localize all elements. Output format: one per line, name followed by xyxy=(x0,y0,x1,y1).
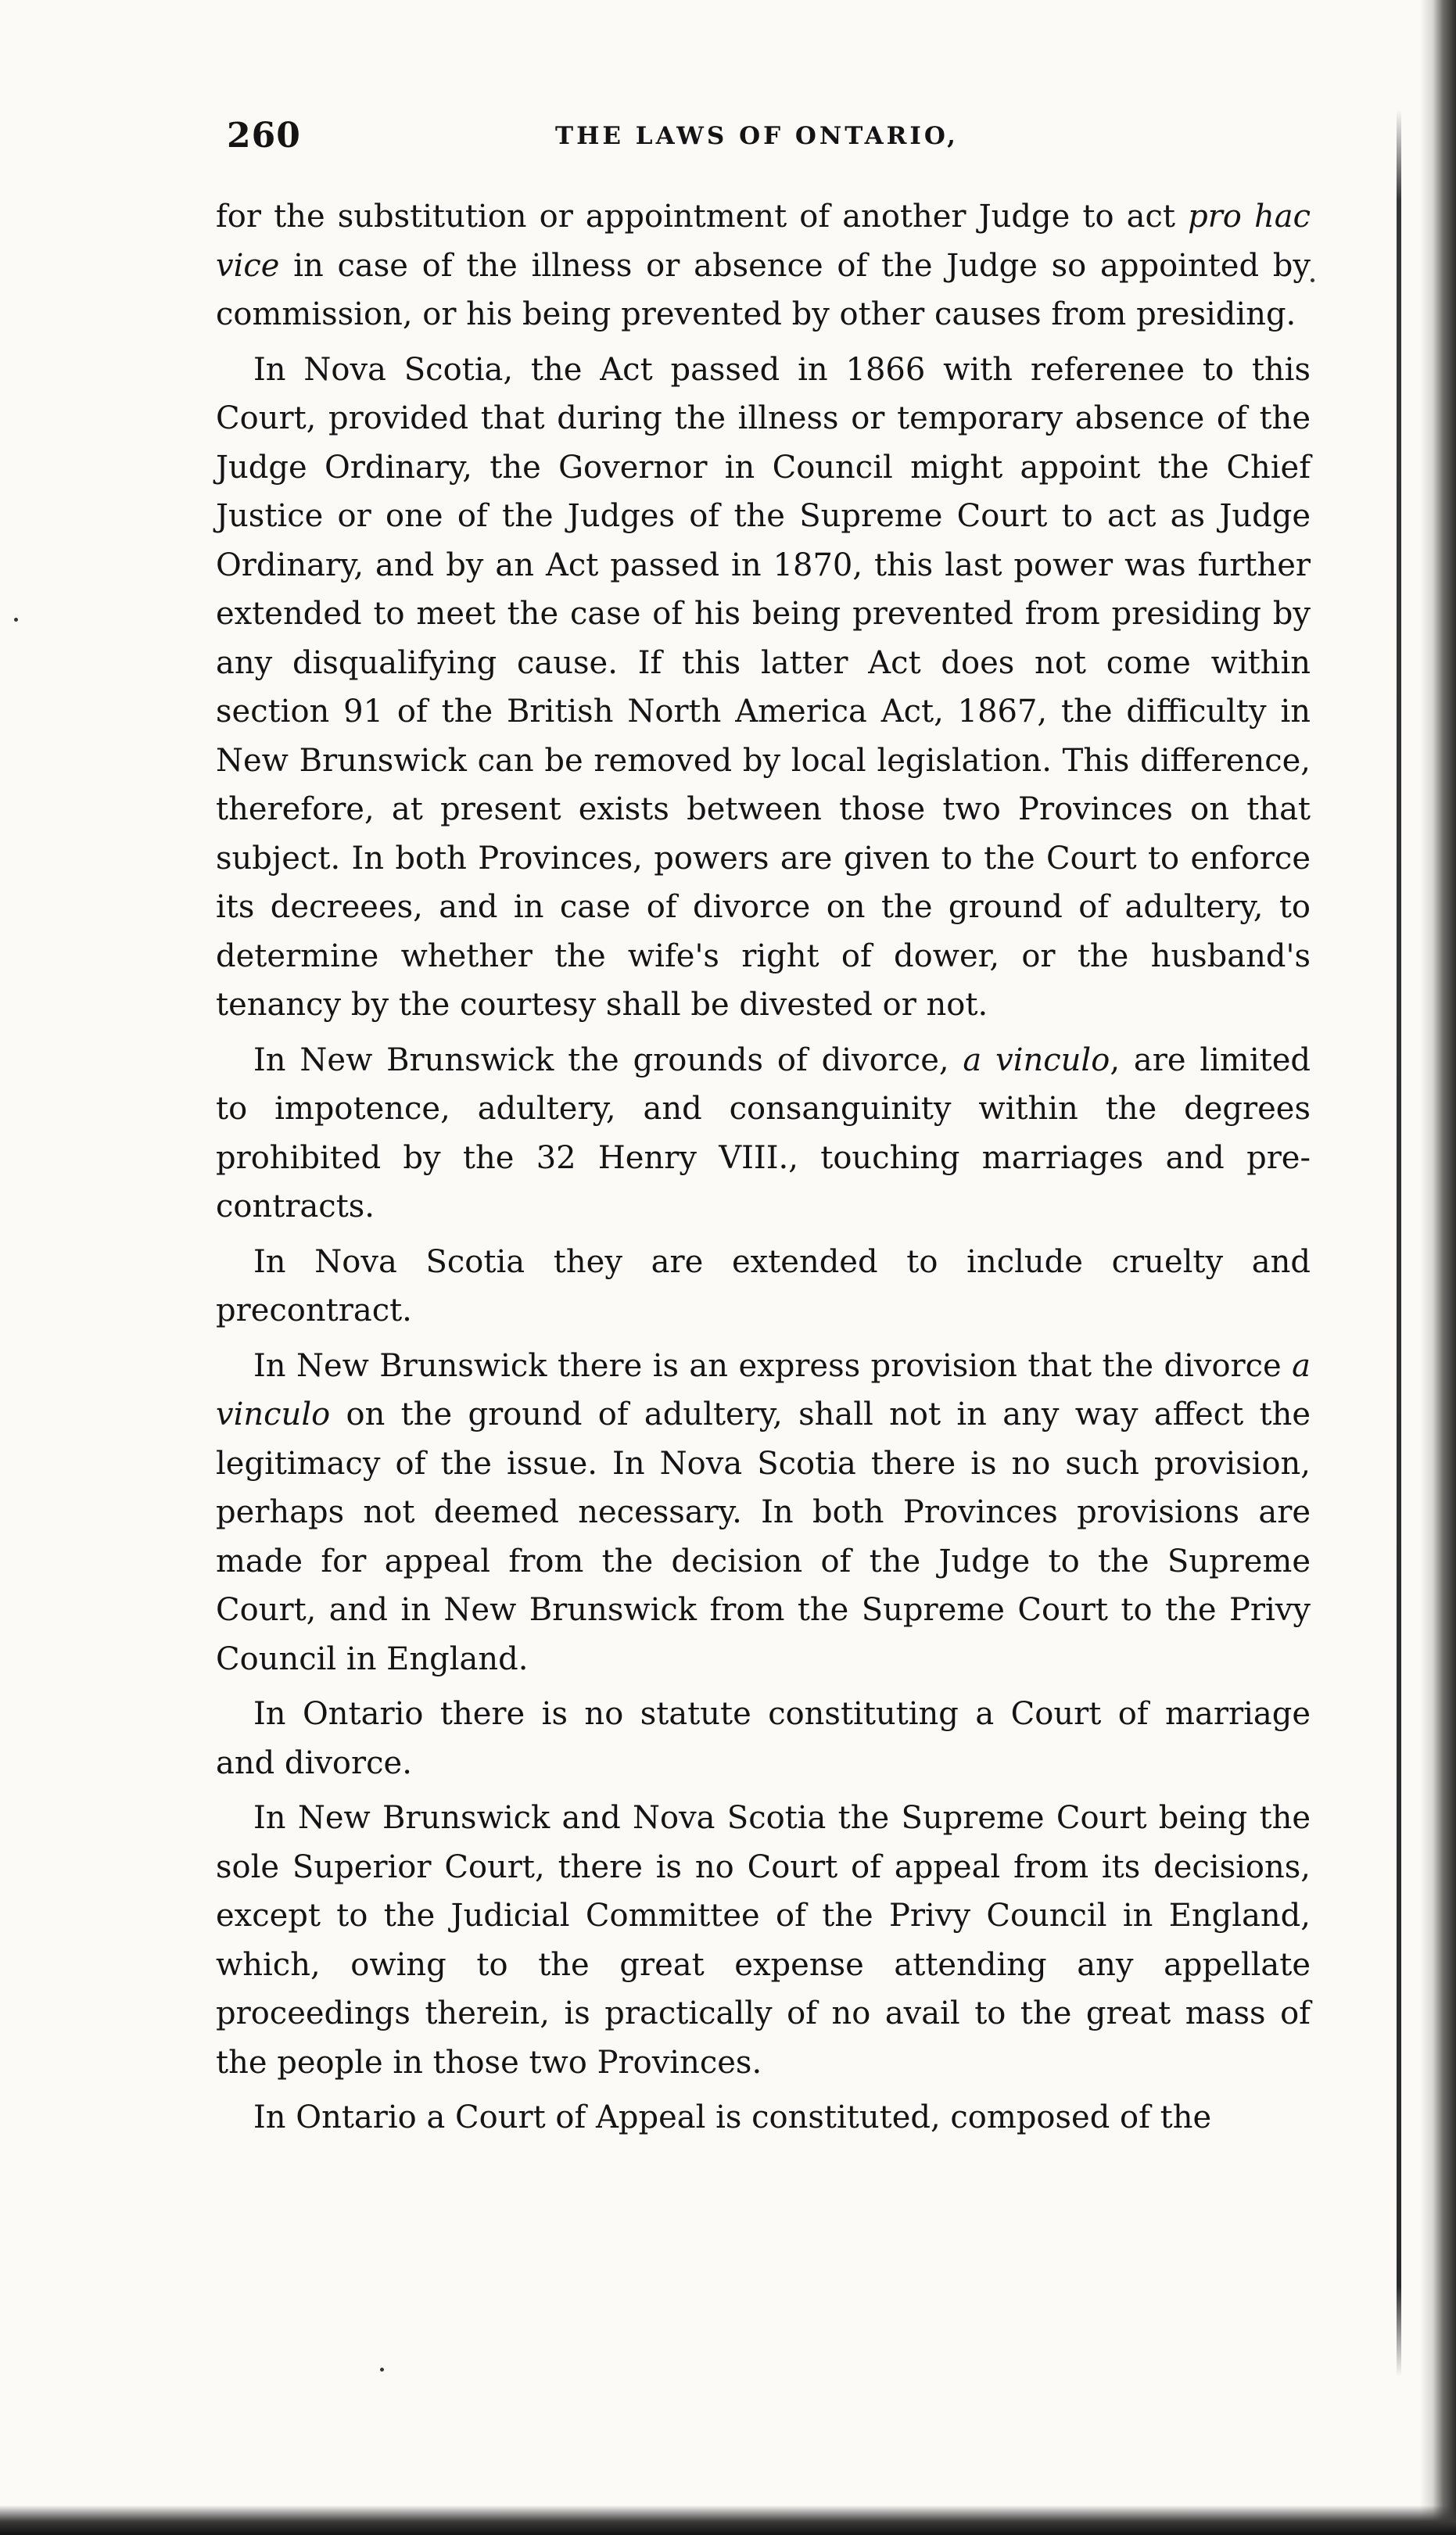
page-bottom-shadow xyxy=(0,2505,1456,2535)
text-run: In Ontario there is no statute constituting a Court of marriage and divorce. xyxy=(216,1696,1311,1781)
running-head xyxy=(227,116,1337,170)
paragraph xyxy=(216,346,1311,1030)
italic-phrase: pro hac vice xyxy=(216,199,1311,284)
page-number: 260 xyxy=(227,116,301,156)
text-run: In Nova Scotia, the Act passed in 1866 with referenee to this Court, provided that during the illness or temporary absence of the Judge Ordinary, the Governor in Council might appoint the Chief Justice or one of the Judges of the Supreme Court to act as Judge Ordinary, and by an Act passed in 1870, this last power was further extended to meet the case of his being prevented from presiding by any disqualifying cause. If this latter Act does not come within section 91 of the British North America Act, 1867, the difficulty in New Brunswick can be removed by local legislation. This difference, therefore, at present exists between those two Provinces on that subject. In both Provinces, powers are given to the Court to enforce its decreees, and in case of divorce on the ground of adultery, to determine whether the wife's right of dower, or the husband's tenancy by the courtesy shall be divested or not. xyxy=(216,351,1311,1023)
paragraph xyxy=(216,1342,1311,1684)
page-edge-line xyxy=(1397,109,1401,2377)
italic-phrase: a vinculo xyxy=(216,1347,1311,1432)
scan-speck xyxy=(1311,278,1314,282)
text-run: , are limited to impotence, adultery, and consanguinity within the degrees prohibited by the 32 Henry VIII., touching marriages and pre-contracts. xyxy=(216,1042,1311,1224)
text-run: In Nova Scotia they are extended to include cruelty and precontract. xyxy=(216,1243,1311,1328)
scan-speck xyxy=(14,618,18,622)
scan-speck xyxy=(380,2368,384,2372)
italic-phrase: a vinculo xyxy=(963,1042,1110,1078)
text-run: In New Brunswick there is an express provision that the divorce xyxy=(253,1347,1293,1384)
text-run: in case of the illness or absence of the Judge so appointed by commission, or his being prevented by other causes from presiding. xyxy=(216,247,1311,332)
paragraph xyxy=(216,1794,1311,2087)
text-run: In Ontario a Court of Appeal is constituted, composed of the xyxy=(253,2099,1212,2135)
paragraph xyxy=(216,2093,1311,2142)
paragraph xyxy=(216,1238,1311,1336)
text-run: for the substitution or appointment of another Judge to act xyxy=(216,199,1189,235)
paragraph xyxy=(216,1690,1311,1787)
text-run: In New Brunswick the grounds of divorce, xyxy=(253,1042,963,1078)
running-title: THE LAWS OF ONTARIO, xyxy=(555,122,959,150)
text-run: In New Brunswick and Nova Scotia the Supreme Court being the sole Superior Court, there is no Court of appeal from its decisions, except to the Judicial Committee of the Privy Council in England, which, owing to the great expense attending any appellate proceedings therein, is practically of no avail to the great mass of the people in those two Provinces. xyxy=(216,1800,1311,2081)
page-binding-shadow xyxy=(1420,0,1456,2535)
paragraph xyxy=(216,1036,1311,1232)
text-run: on the ground of adultery, shall not in any way affect the legitimacy of the issue. In Nova Scotia there is no such provision, perhaps not deemed necessary. In both Provinces provisions are made for appeal from the decision of the Judge to the Supreme Court, and in New Brunswick from the Supreme Court to the Privy Council in England. xyxy=(216,1397,1311,1677)
body-text xyxy=(216,192,1311,2149)
paragraph xyxy=(216,192,1311,339)
